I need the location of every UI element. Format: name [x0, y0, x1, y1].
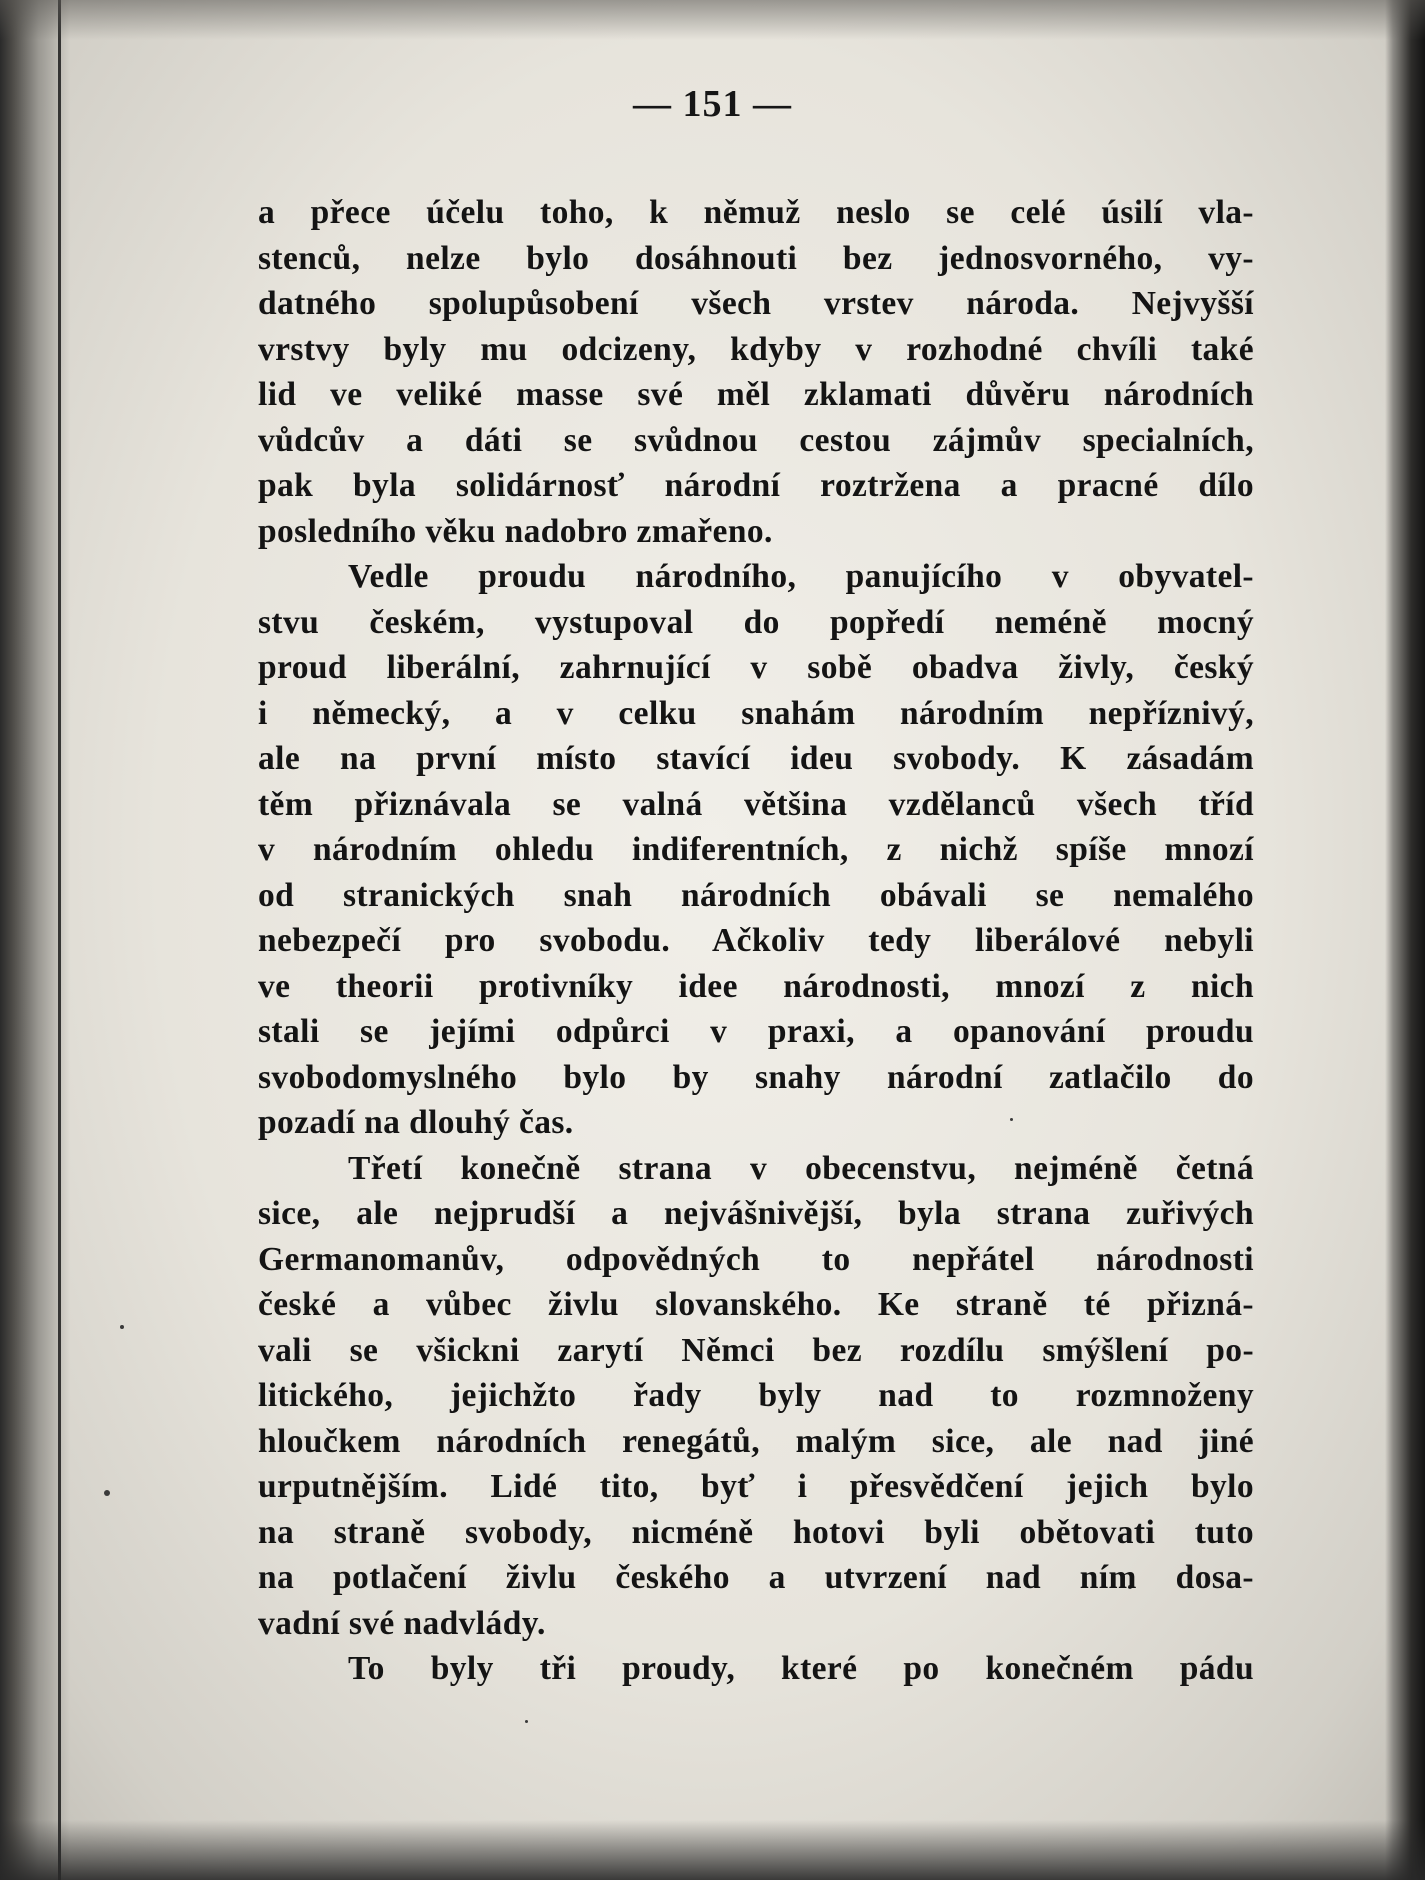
- text-line: ve theorii protivníky idee národnosti, mnozí z nich: [258, 967, 1254, 1005]
- text-line: stenců, nelze bylo dosáhnouti bez jednosvorného, vy-: [258, 239, 1254, 277]
- page-edge-shadow-right: [1385, 0, 1425, 1880]
- text-line: vadní své nadvlády.: [258, 1604, 546, 1642]
- text-line: svobodomyslného bylo by snahy národní zatlačilo do: [258, 1058, 1254, 1096]
- page-edge-shadow-bottom: [0, 1820, 1425, 1880]
- text-line: Vedle proudu národního, panujícího v obyvatel-: [348, 558, 1254, 595]
- text-line: litického, jejichžto řady byly nad to rozmnoženy: [258, 1377, 1254, 1414]
- page-number: — 151 —: [633, 83, 792, 125]
- text-line: ale na první místo stavící ideu svobody. K zásadám: [258, 740, 1254, 777]
- text-line: posledního věku nadobro zmařeno.: [258, 512, 773, 550]
- text-line: urputnějším. Lidé tito, byť i přesvědčení jejich bylo: [258, 1468, 1254, 1505]
- dust-speck: [525, 1720, 528, 1723]
- text-line: těm přiznávala se valná většina vzdělanců všech tříd: [258, 785, 1254, 823]
- text-line: pozadí na dlouhý čas.: [258, 1104, 574, 1141]
- text-line: stvu českém, vystupoval do popředí neméně mocný: [258, 603, 1254, 641]
- text-line: lid ve veliké masse své měl zklamati důvěru národních: [258, 376, 1254, 413]
- text-line: stali se jejími odpůrci v praxi, a opanování proudu: [258, 1013, 1254, 1050]
- page-edge-shadow-top: [0, 0, 1425, 40]
- text-line: i německý, a v celku snahám národním nepříznivý,: [258, 694, 1254, 732]
- gutter-line: [58, 0, 61, 1880]
- text-line: sice, ale nejprudší a nejvášnivější, byla strana zuřivých: [258, 1195, 1254, 1232]
- text-line: od stranických snah národních obávali se nemalého: [258, 876, 1254, 914]
- text-line: hloučkem národních renegátů, malým sice, ale nad jiné: [258, 1422, 1254, 1460]
- text-line: na straně svobody, nicméně hotovi byli obětovati tuto: [258, 1513, 1254, 1551]
- text-line: pak byla solidárnosť národní roztržena a pracné dílo: [258, 467, 1254, 504]
- text-line: Germanomanův, odpovědných to nepřátel národnosti: [258, 1240, 1254, 1278]
- text-line: na potlačení živlu českého a utvrzení nad ním dosa-: [258, 1559, 1254, 1596]
- dust-speck: [120, 1325, 124, 1329]
- text-line: vůdcův a dáti se svůdnou cestou zájmův specialních,: [258, 421, 1254, 459]
- text-line: vrstvy byly mu odcizeny, kdyby v rozhodné chvíli také: [258, 330, 1254, 368]
- text-line: Třetí konečně strana v obecenstvu, nejméně četná: [348, 1149, 1254, 1187]
- body-text: [258, 190, 1254, 1692]
- text-line: v národním ohledu indiferentních, z nichž spíše mnozí: [258, 831, 1254, 868]
- dust-speck: [104, 1490, 110, 1496]
- text-line: datného spolupůsobení všech vrstev národa. Nejvyšší: [258, 285, 1254, 322]
- text-line: české a vůbec živlu slovanského. Ke straně té přizná-: [258, 1286, 1254, 1323]
- text-line: nebezpečí pro svobodu. Ačkoliv tedy liberálové nebyli: [258, 922, 1254, 959]
- text-line: vali se všickni zarytí Němci bez rozdílu smýšlení po-: [258, 1331, 1254, 1369]
- text-line: To byly tři proudy, které po konečném pádu: [348, 1650, 1254, 1687]
- text-line: proud liberální, zahrnující v sobě obadva živly, český: [258, 649, 1254, 686]
- text-line: a přece účelu toho, k němuž neslo se celé úsilí vla-: [258, 194, 1254, 231]
